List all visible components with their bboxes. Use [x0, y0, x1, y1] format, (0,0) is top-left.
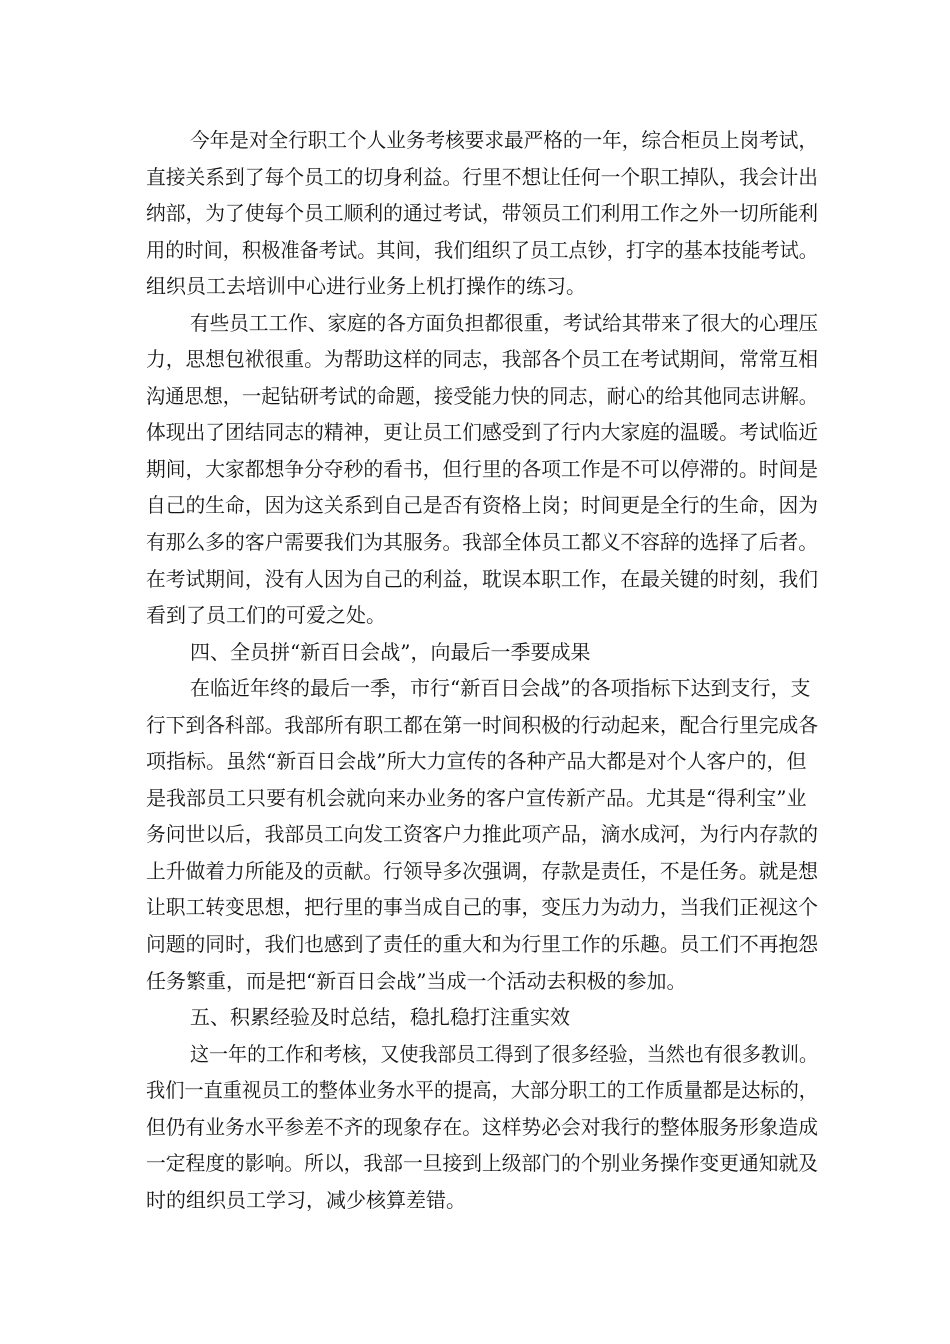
text-line: 时的组织员工学习，减少核算差错。 [146, 1187, 466, 1212]
text-line: 直接关系到了每个员工的切身利益。行里不想让任何一个职工掉队，我会计出 [146, 164, 818, 189]
text-line: 是我部员工只要有机会就向来办业务的客户宣传新产品。尤其是“得利宝”业 [146, 785, 807, 810]
text-line: 上升做着力所能及的贡献。行领导多次强调，存款是责任，不是任务。就是想 [146, 858, 818, 883]
text-line: 在临近年终的最后一季，市行“新百日会战”的各项指标下达到支行，支 [190, 676, 811, 701]
text-line: 有那么多的客户需要我们为其服务。我部全体员工都义不容辞的选择了后者。 [146, 530, 818, 555]
text-line: 体现出了团结同志的精神，更让员工们感受到了行内大家庭的温暖。考试临近 [146, 420, 818, 445]
text-line: 四、全员拼“新百日会战”，向最后一季要成果 [190, 639, 591, 664]
text-line: 但仍有业务水平参差不齐的现象存在。这样势必会对我行的整体服务形象造成 [146, 1114, 818, 1139]
text-line: 力，思想包袱很重。为帮助这样的同志，我部各个员工在考试期间，常常互相 [146, 347, 818, 372]
text-line: 纳部，为了使每个员工顺利的通过考试，带领员工们利用工作之外一切所能利 [146, 201, 818, 226]
text-line: 这一年的工作和考核，又使我部员工得到了很多经验，当然也有很多教训。 [190, 1041, 818, 1066]
text-line: 今年是对全行职工个人业务考核要求最严格的一年，综合柜员上岗考试， [190, 128, 818, 152]
text-line: 期间，大家都想争分夺秒的看书，但行里的各项工作是不可以停滞的。时间是 [146, 456, 818, 481]
text-line: 一定程度的影响。所以，我部一旦接到上级部门的个别业务操作变更通知就及 [146, 1151, 818, 1176]
text-line: 用的时间，积极准备考试。其间，我们组织了员工点钞，打字的基本技能考试。 [146, 237, 818, 262]
text-line: 让职工转变思想，把行里的事当成自己的事，变压力为动力，当我们正视这个 [146, 895, 818, 920]
text-line: 看到了员工们的可爱之处。 [146, 603, 386, 628]
text-line: 沟通思想，一起钻研考试的命题，接受能力快的同志，耐心的给其他同志讲解。 [146, 383, 818, 408]
text-line: 自己的生命，因为这关系到自己是否有资格上岗；时间更是全行的生命，因为 [146, 493, 818, 518]
text-line: 务问世以后，我部员工向发工资客户力推此项产品，滴水成河，为行内存款的 [146, 822, 818, 847]
text-line: 行下到各科部。我部所有职工都在第一时间积极的行动起来，配合行里完成各 [146, 712, 818, 737]
text-line: 在考试期间，没有人因为自己的利益，耽误本职工作，在最关键的时刻，我们 [146, 566, 818, 591]
text-line: 我们一直重视员工的整体业务水平的提高，大部分职工的工作质量都是达标的， [146, 1078, 818, 1103]
text-line: 五、积累经验及时总结，稳扎稳打注重实效 [190, 1005, 570, 1030]
text-line: 项指标。虽然“新百日会战”所大力宣传的各种产品大都是对个人客户的，但 [146, 749, 807, 774]
text-line: 问题的同时，我们也感到了责任的重大和为行里工作的乐趣。员工们不再抱怨 [146, 932, 818, 957]
text-line: 任务繁重，而是把“新百日会战”当成一个活动去积极的参加。 [146, 968, 687, 993]
text-line: 有些员工工作、家庭的各方面负担都很重，考试给其带来了很大的心理压 [190, 310, 818, 335]
text-line: 组织员工去培训中心进行业务上机打操作的练习。 [146, 274, 586, 299]
document-body [146, 122, 818, 1218]
